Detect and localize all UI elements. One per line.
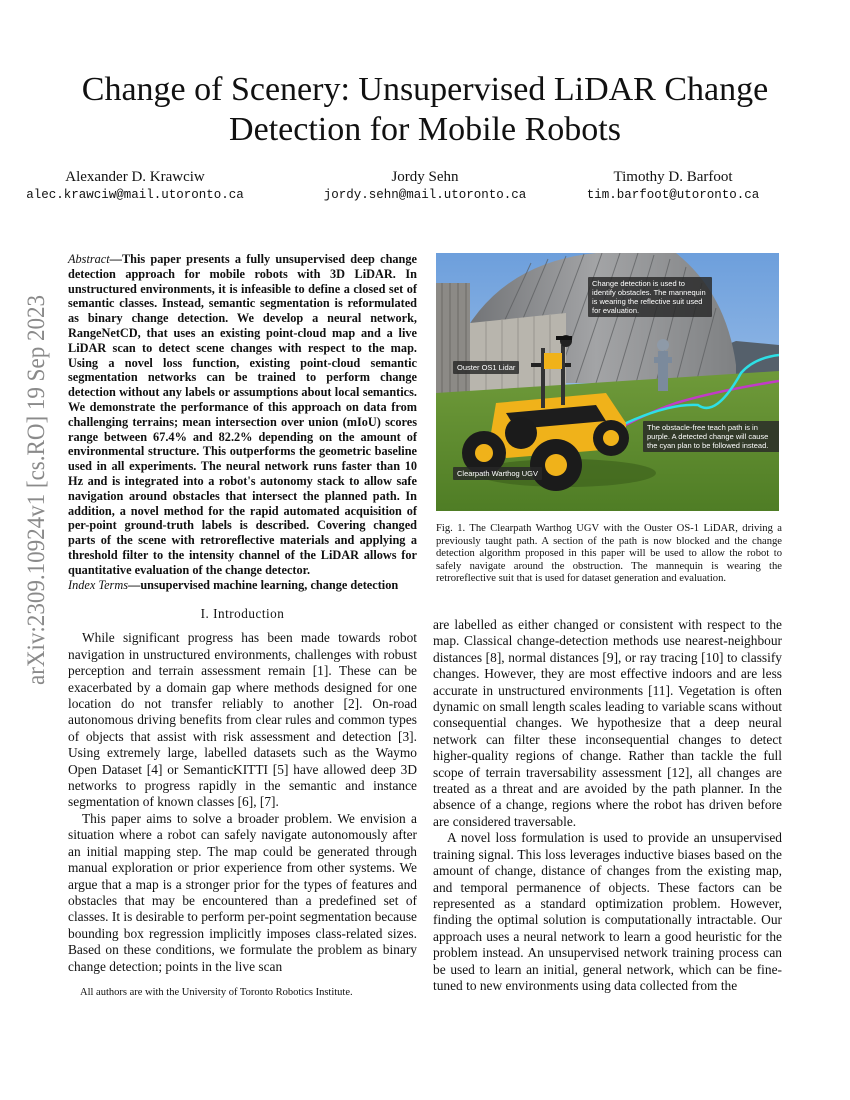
right-column	[433, 617, 782, 994]
author-name: Jordy Sehn	[391, 169, 459, 185]
left-column	[68, 252, 417, 975]
arxiv-watermark	[4, 290, 56, 690]
callout-teach-path: The obstacle-free teach path is in purple. A detected change will cause the cyan plan to be followed instead.	[643, 421, 779, 452]
arxiv-watermark-text: arXiv:2309.10924v1 [cs.RO] 19 Sep 2023	[23, 290, 50, 685]
author-block	[26, 168, 790, 208]
abstract-text: —This paper presents a fully unsupervised deep change detection approach for mobile robots with 3D LiDAR. In unstructured environments, it is infeasible to define a closed set of semantic classes. Instead, semantic segmentation is reformulated as binary change detection. We develop a neural network, RangeNetCD, that uses an existing point-cloud map and a live LiDAR scan to detect scene changes with respect to the map. Using a novel loss function, existing point-cloud semantic segmentation networks can be trained to perform change detection without any labels or assumptions about local semantics. We demonstrate the performance of this approach on data from challenging terrains; mean intersection over union (mIoU) scores range between 67.4% and 82.2% depending on the amount of environmental structure. This outperforms the geometric baseline used in all experiments. The neural network runs faster than 10 Hz and is integrated into a robot's autonomy stack to allow safe navigation around obstacles that intersect the planned path. In addition, a novel method for the rapid automated acquisition of per-point ground-truth labels is described. Covering changed parts of the scene with retroreflective materials and applying a threshold filter to the intensity channel of the LiDAR allows for quantitative evaluation of the change detector.	[68, 252, 417, 577]
intro-paragraph-2: This paper aims to solve a broader problem. We envision a situation where a robot can safely navigate autonomously after an initial mapping step. The map could be generated through manual exploration or prior experience from other systems. We argue that a map is a stronger prior for the types of features and obstacles that may be encountered than a predefined set of classes. It is desirable to perform per-point segmentation because bounding box regression implicitly imposes class-related sizes. Based on these conditions, we formulate the problem as binary change detection; points in the live scan	[68, 810, 417, 974]
figure-1-photo	[436, 253, 779, 511]
title-line-2: Detection for Mobile Robots	[229, 111, 621, 148]
title-line-1: Change of Scenery: Unsupervised LiDAR Change	[81, 71, 769, 108]
affiliation-footnote: All authors are with the University of Toronto Robotics Institute.	[80, 987, 353, 998]
author-name: Timothy D. Barfoot	[613, 169, 733, 185]
index-terms-lead: Index Terms	[68, 577, 129, 592]
author-krawciw	[5, 168, 265, 204]
index-terms-text: —unsupervised machine learning, change detection	[128, 577, 399, 592]
author-sehn	[295, 168, 555, 204]
right-paragraph-1: are labelled as either changed or consistent with respect to the map. Classical change-detection methods use nearest-neighbour distances [8], normal distances [9], or ray tracing [10] to classify changes. However, they are most effective indoors and are less accurate in unstructured environments [11]. Vegetation is often dynamic on small length scales leading to variable scans without consequential changes. We hypothesize that a deep neural network can filter these inconsequential changes to detect higher-quality regions of change. Rather than tackle the full scope of terrain traversability assessment [12], all changes are treated as a threat and are avoided by the path planner. In the absence of a change, regions where the robot has driven before are considered traversable.	[433, 617, 782, 829]
intro-paragraph-1: While significant progress has been made towards robot navigation in unstructured environments, challenges with robust perception and terrain assessment remain [1]. These can be exacerbated by a domain gap where methods designed for one location do not transfer reliably to another [2]. On-road autonomous driving benefits from clear rules and common types of objects that assist with risk assessment and detection [3]. Using extremely large, labelled datasets such as the Waymo Open Dataset [4] or SemanticKITTI [5] have allowed deep 3D networks to progress rapidly in the semantic and instance segmentation of known classes [6], [7].	[68, 630, 417, 810]
callout-warthog-ugv: Clearpath Warthog UGV	[453, 467, 542, 480]
paper-title	[60, 70, 790, 150]
right-paragraph-2: A novel loss formulation is used to provide an unsupervised training signal. This loss leverages inductive biases based on the amount of change, distance of changes from the existing map, and temporal permanence of objects. These factors can be represented as a standard optimization problem. However, finding the optimal solution is computationally intractable. Our approach uses a neural network to learn a good heuristic for the problem instead. An unsupervised network training process can be used to learn an initial, general network, which can be fine-tuned to new environments using data collected from the	[433, 830, 782, 993]
figure-1-caption: Fig. 1. The Clearpath Warthog UGV with the Ouster OS-1 LiDAR, driving a previously taught path. A section of the path is now blocked and the change detection algorithm proposed in this paper will be used to allow the robot to safely navigate around the obstruction. The mannequin is wearing the retroreflective suit that is used for dataset generation and evaluation.	[436, 523, 782, 585]
author-email[interactable]: alec.krawciw@mail.utoronto.ca	[26, 188, 244, 202]
callout-ouster-lidar: Ouster OS1 Lidar	[453, 361, 519, 374]
section-heading-introduction: I. Introduction	[200, 606, 285, 622]
author-barfoot	[543, 168, 803, 204]
abstract	[68, 252, 417, 578]
callout-change-detection: Change detection is used to identify obstacles. The mannequin is wearing the reflective suit used for evaluation.	[588, 277, 712, 317]
author-email[interactable]: jordy.sehn@mail.utoronto.ca	[323, 188, 527, 202]
index-terms	[68, 578, 417, 593]
author-name: Alexander D. Krawciw	[65, 169, 205, 185]
author-email[interactable]: tim.barfoot@utoronto.ca	[586, 188, 760, 202]
abstract-lead: Abstract	[68, 252, 110, 266]
